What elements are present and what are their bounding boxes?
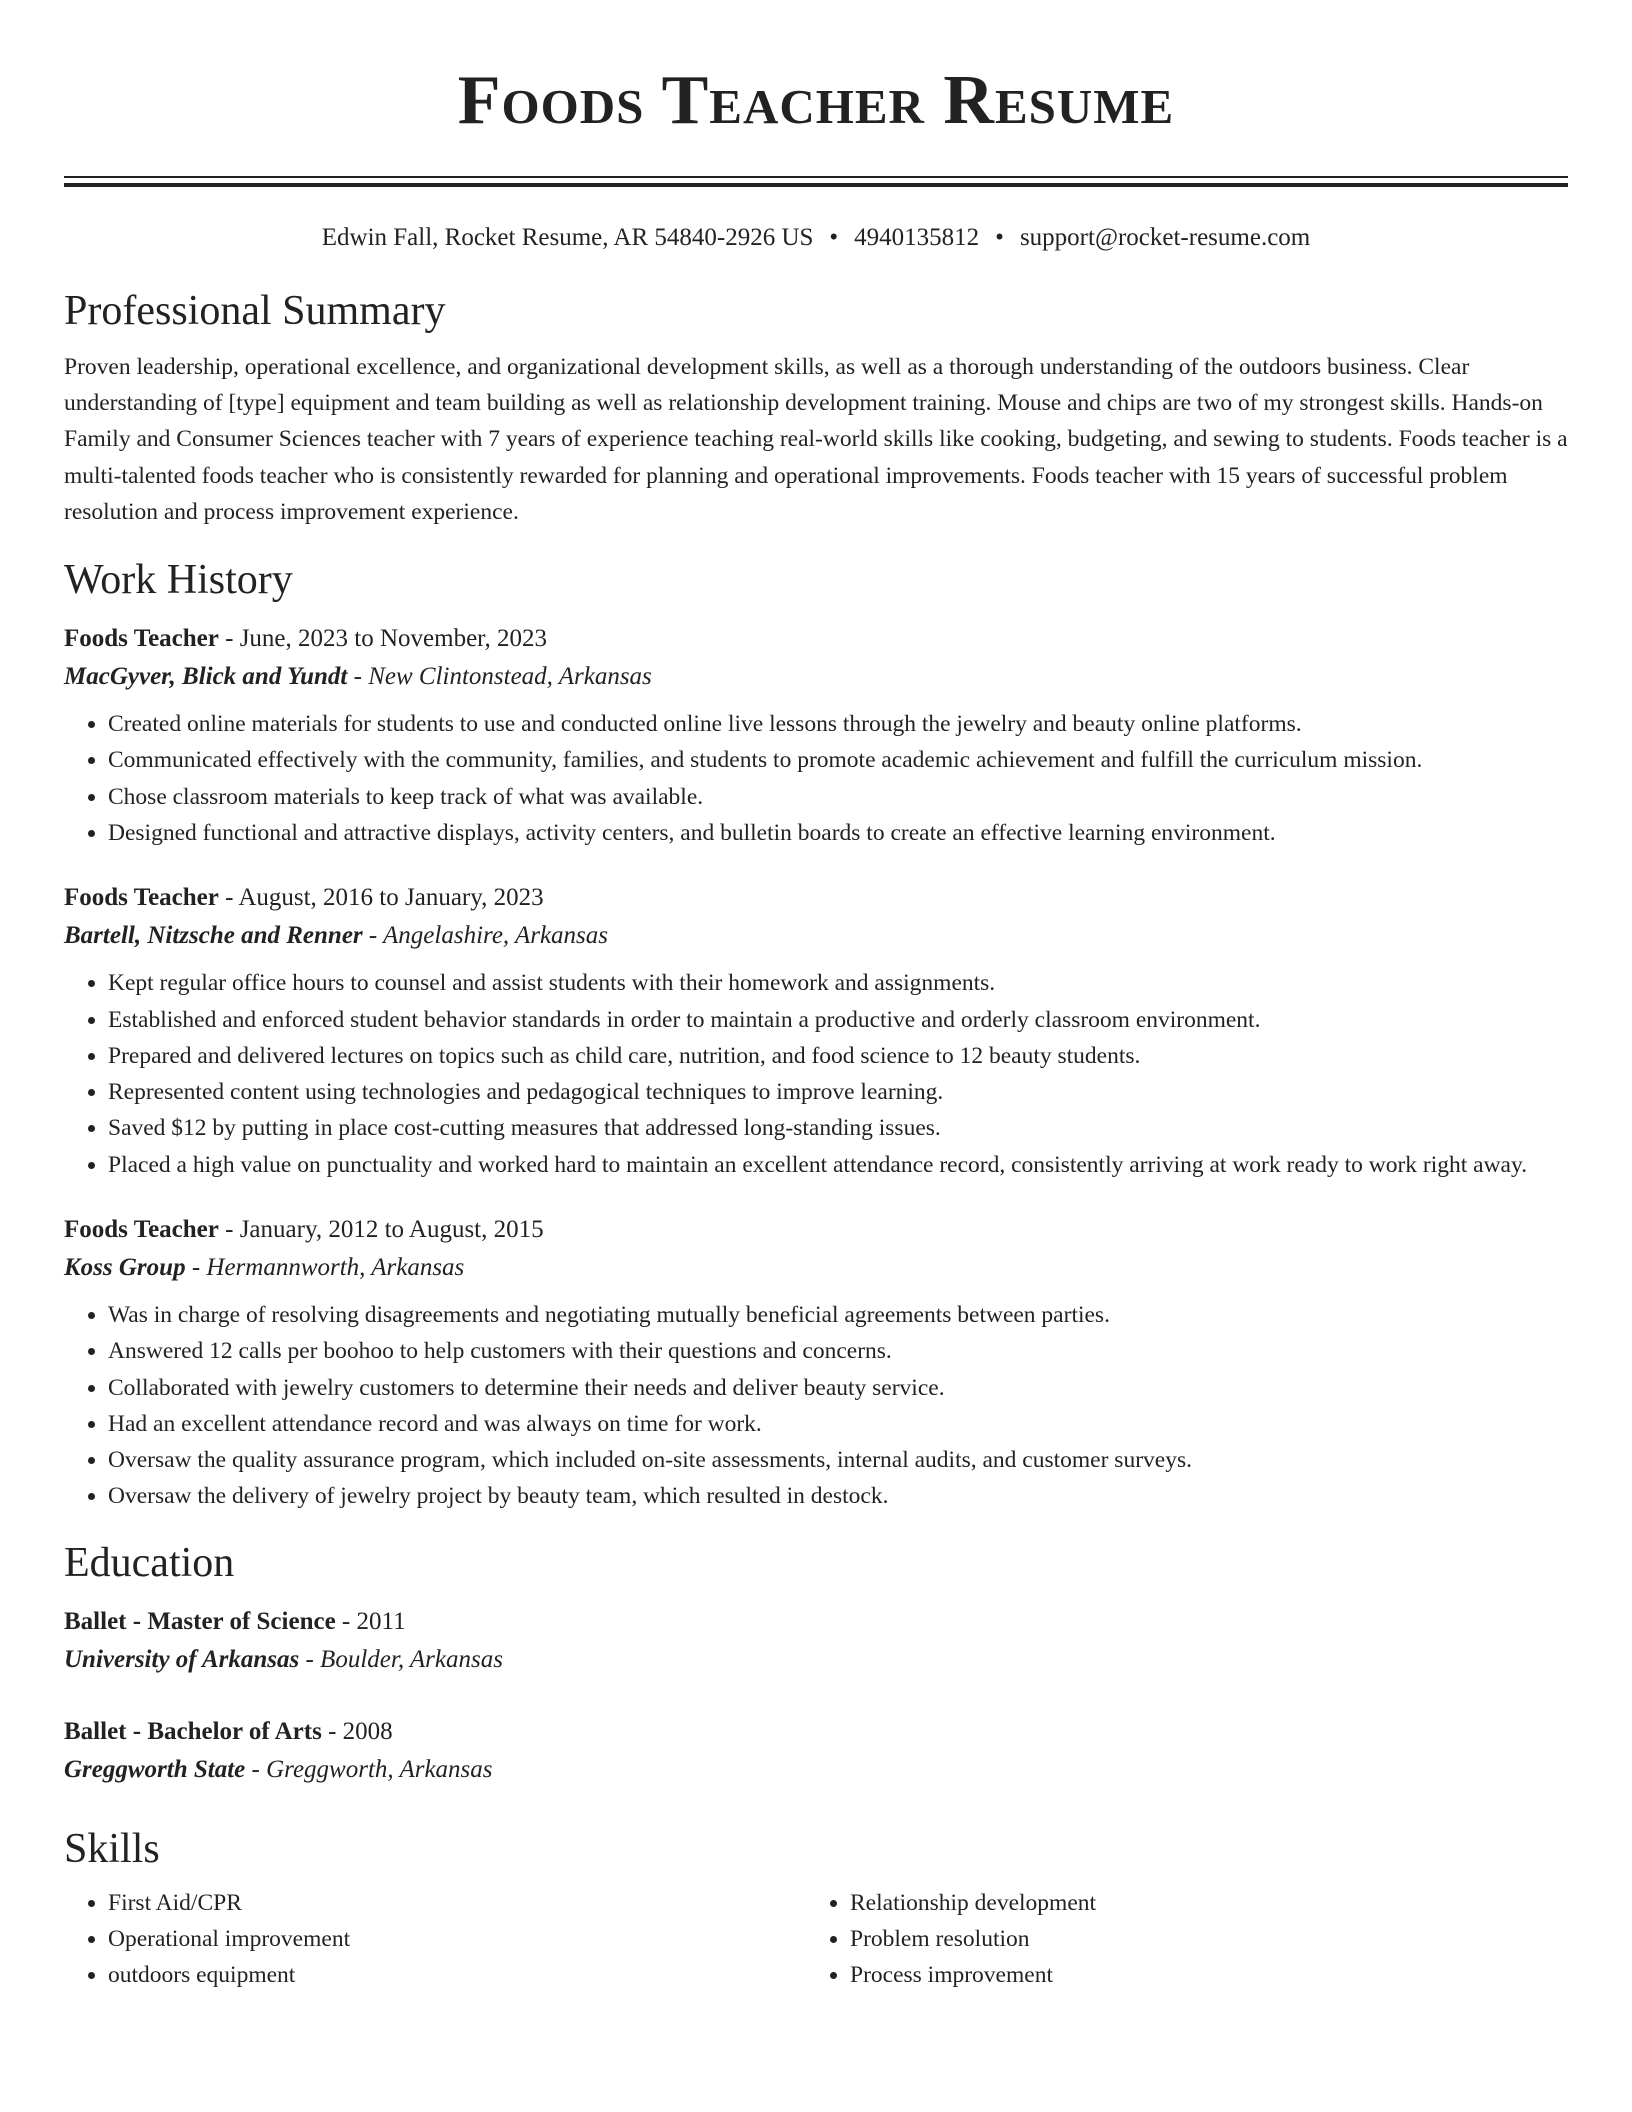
job-bullet: • Designed functional and attractive displays, activity centers, and bulletin boards to create an effective learning environment. [108,815,1568,851]
job-bullet: • Collaborated with jewelry customers to determine their needs and deliver beauty service. [108,1370,1568,1406]
job-company: Bartell, Nitzsche and Renner [64,922,363,950]
contact-separator: • [829,224,839,251]
skill-item: • outdoors equipment [108,1957,806,1993]
skill-item: • Problem resolution [850,1921,1548,1957]
education-school: University of Arkansas [64,1645,300,1673]
job-bullets [64,1297,1568,1515]
job-location: - Hermannworth, Arkansas [185,1253,465,1281]
education-year: - 2011 [335,1607,406,1635]
job-bullet: • Oversaw the quality assurance program, which included on-site assessments, internal audits, and customer surveys. [108,1442,1568,1478]
job-dates: - January, 2012 to August, 2015 [218,1215,544,1243]
job-company: MacGyver, Blick and Yundt [64,663,348,691]
skill-item: • Operational improvement [108,1921,806,1957]
education-degree-line [64,1713,1568,1751]
job-bullet: • Prepared and delivered lectures on topics such as child care, nutrition, and food science to 12 beauty students. [108,1038,1568,1074]
job-title: Foods Teacher [64,1215,219,1243]
education-school: Greggworth State [64,1755,246,1783]
skills-column-left [64,1885,806,1994]
job-location: - Angelashire, Arkansas [362,922,609,950]
contact-line [64,221,1568,255]
summary-heading: Professional Summary [64,288,446,334]
job-bullet: • Established and enforced student behavior standards in order to maintain a productive and orderly classroom environment. [108,1002,1568,1038]
skills-heading: Skills [64,1825,160,1872]
contact-address: Edwin Fall, Rocket Resume, AR 54840-2926 US [321,224,814,251]
job-bullet: • Was in charge of resolving disagreements and negotiating mutually beneficial agreements between parties. [108,1297,1568,1333]
job-bullet: • Kept regular office hours to counsel and assist students with their homework and assignments. [108,965,1568,1001]
job-title: Foods Teacher [64,625,219,653]
contact-phone: 4940135812 [854,224,980,251]
education-degree: Ballet - Master of Science [64,1607,336,1635]
job-bullet: • Saved $12 by putting in place cost-cutting measures that addressed long-standing issues. [108,1110,1568,1146]
skills-column-right [806,1885,1548,1994]
job-role-line [64,620,1568,658]
job-company-line [64,1249,1568,1287]
skill-item: • First Aid/CPR [108,1885,806,1921]
job-dates: - June, 2023 to November, 2023 [218,625,547,653]
title-divider [64,176,1568,187]
job-entry [64,879,1568,1183]
job-bullet: • Created online materials for students to use and conducted online live lessons through the jewelry and beauty online platforms. [108,706,1568,742]
job-bullet: • Communicated effectively with the community, families, and students to promote academic achievement and fulfill the curriculum mission. [108,742,1568,778]
summary-text: Proven leadership, operational excellence, and organizational development skills, as well as a thorough understanding of the outdoors business. Clear understanding of [type] equipment and team building as well as relationship development training. Mouse and chips are two of my strongest skills. Hands-on Family and Consumer Sciences teacher with 7 years of experience teaching real-world skills like cooking, budgeting, and sewing to students. Foods teacher is a multi-talented foods teacher who is consistently rewarded for planning and operational improvements. Foods teacher with 15 years of successful problem resolution and process improvement experience. [64,354,1568,525]
education-year: - 2008 [321,1717,393,1745]
skills-list [806,1885,1548,1994]
education-heading: Education [64,1539,235,1586]
job-bullet: • Had an excellent attendance record and was always on time for work. [108,1406,1568,1442]
job-entry [64,620,1568,851]
job-bullet: • Chose classroom materials to keep track of what was available. [108,779,1568,815]
education-degree-line [64,1603,1568,1641]
education-entry [64,1603,1568,1679]
skill-item: • Relationship development [850,1885,1548,1921]
job-bullet: • Answered 12 calls per boohoo to help customers with their questions and concerns. [108,1333,1568,1369]
job-bullets [64,706,1568,851]
job-role-line [64,879,1568,917]
job-role-line [64,1211,1568,1249]
skill-item: • Process improvement [850,1957,1548,1993]
contact-separator: • [995,224,1004,251]
job-company-line [64,658,1568,696]
work-history-heading: Work History [64,557,293,604]
education-location: - Greggworth, Arkansas [245,1755,493,1783]
job-entry [64,1211,1568,1515]
page-title: Foods Teacher Resume [457,62,1175,139]
job-title: Foods Teacher [64,884,219,912]
education-location: - Boulder, Arkansas [299,1645,503,1673]
education-school-line [64,1751,1568,1789]
job-company-line [64,917,1568,955]
job-bullet: • Oversaw the delivery of jewelry project by beauty team, which resulted in destock. [108,1478,1568,1514]
education-school-line [64,1641,1568,1679]
job-location: - New Clintonstead, Arkansas [347,663,652,691]
skills-grid [64,1885,1568,1994]
job-dates: - August, 2016 to January, 2023 [218,884,544,912]
skills-list [64,1885,806,1994]
education-entry [64,1713,1568,1789]
job-bullet: • Placed a high value on punctuality and worked hard to maintain an excellent attendance record, consistently arriving at work ready to work right away. [108,1147,1568,1183]
contact-email: support@rocket-resume.com [1019,224,1311,251]
job-bullet: • Represented content using technologies and pedagogical techniques to improve learning. [108,1074,1568,1110]
job-company: Koss Group [64,1253,186,1281]
education-degree: Ballet - Bachelor of Arts [64,1717,322,1745]
job-bullets [64,965,1568,1183]
